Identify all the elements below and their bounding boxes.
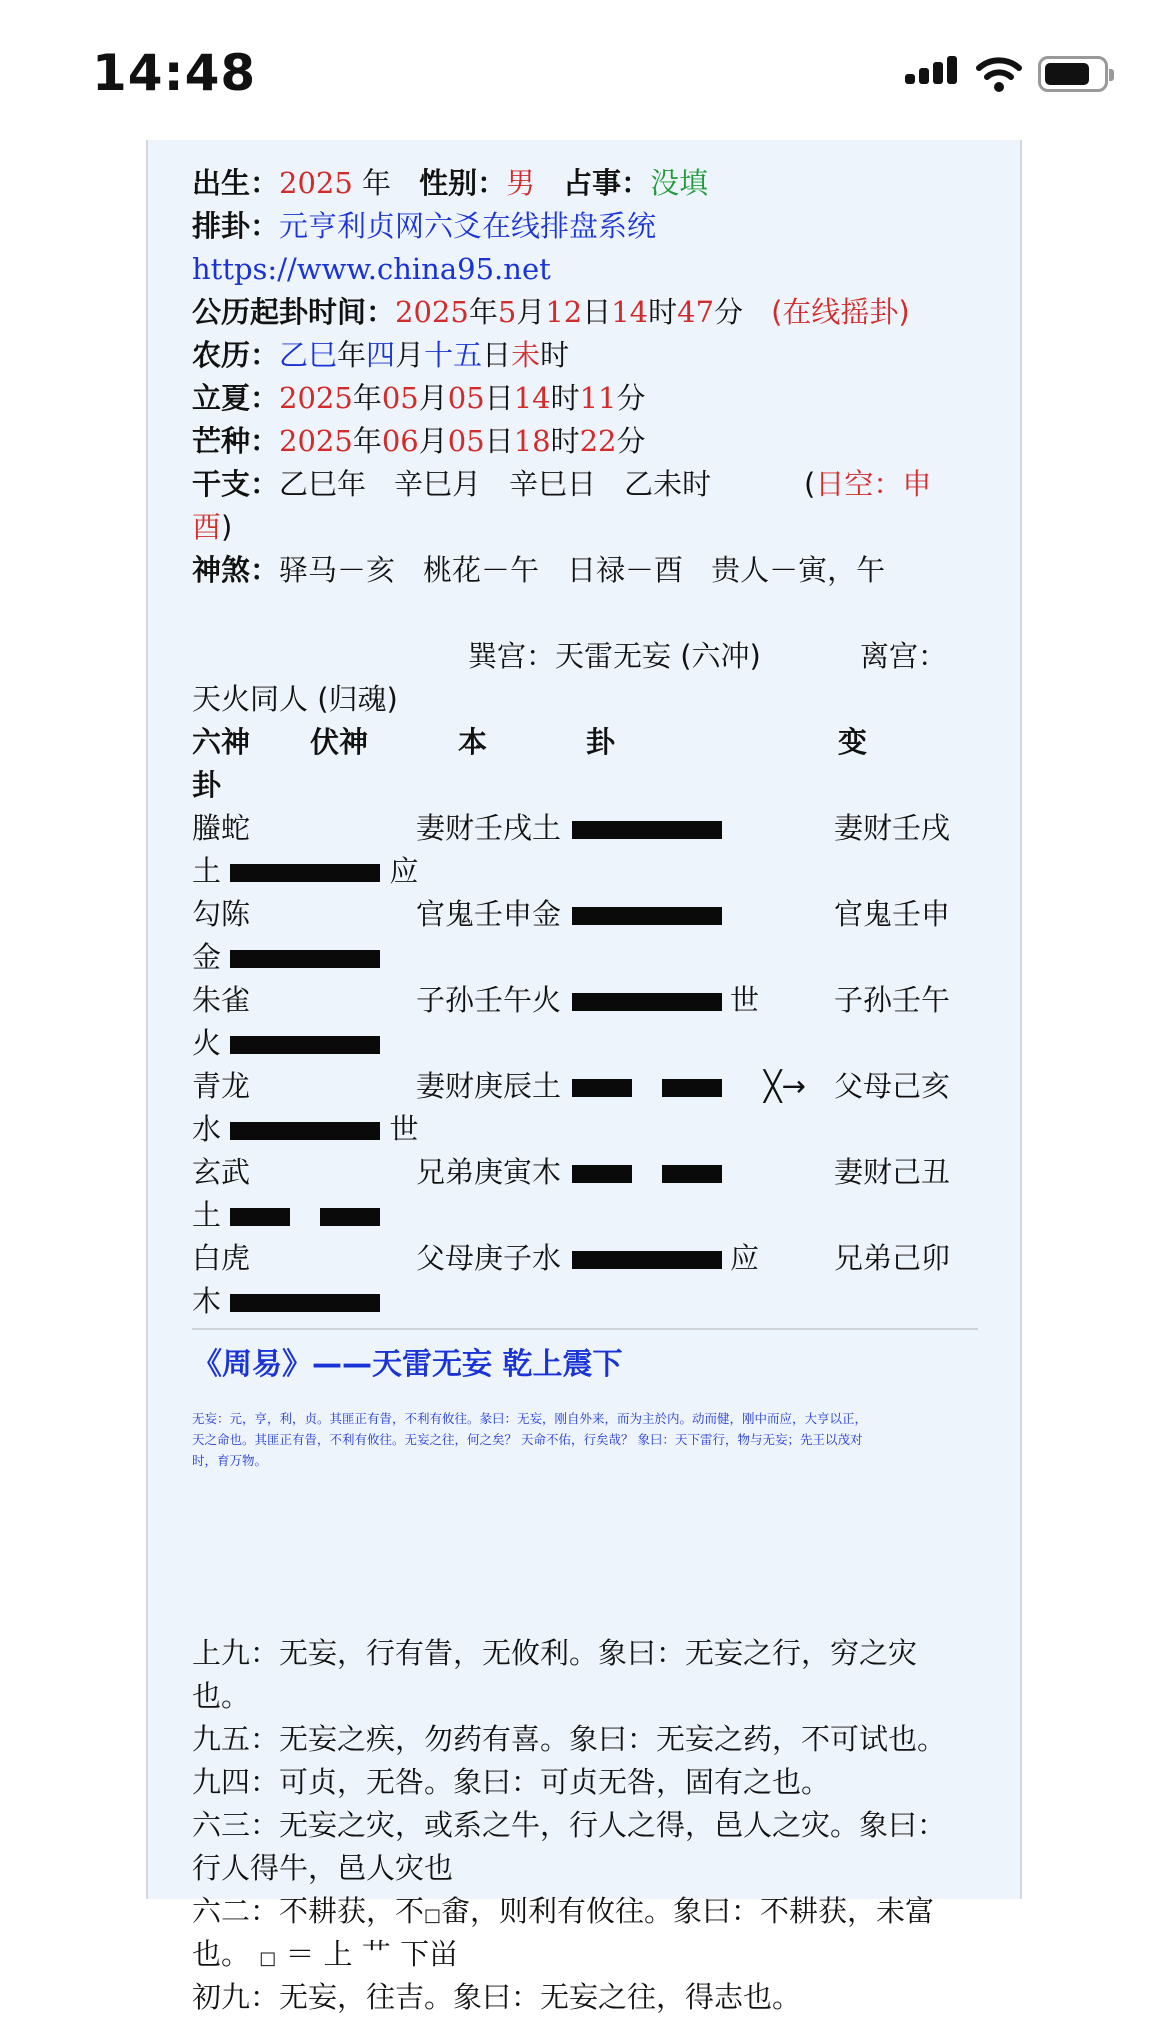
yaoci-fragment: ＝ 上 艹 下畄 (285, 1937, 459, 1971)
mangzhong-year: 2025 (279, 424, 353, 458)
yaoci-text (192, 1632, 982, 2019)
header-bian: 变 (838, 725, 868, 759)
gongli-month: 5 (497, 295, 517, 329)
ben-yao-label: 兄弟庚寅木 (416, 1155, 562, 1189)
paigua-line (192, 205, 982, 248)
bian-yao-label: 子孙壬午 (834, 983, 951, 1017)
rikong-close: ) (221, 510, 233, 544)
liushen: 青龙 (192, 1069, 251, 1103)
lixia-minute: 11 (579, 381, 617, 415)
bian-title-line (192, 678, 982, 721)
yaoci-line (192, 1890, 982, 1933)
birth-unit: 年 (362, 166, 392, 200)
ben-yao-line (572, 807, 722, 850)
yao-row-main (192, 807, 982, 850)
paipan-panel (146, 140, 1022, 2014)
shensha-guiren: 贵人－寅，午 (711, 553, 886, 587)
yang-line (230, 950, 380, 968)
header-gua-wrap: 卦 (192, 768, 222, 802)
yao-row (192, 807, 982, 893)
yaoci-line: 上九：无妄，行有眚，无攸利。象曰：无妄之行，穷之灾 (192, 1636, 918, 1670)
liushen: 玄武 (192, 1155, 251, 1189)
battery-icon (1038, 56, 1108, 92)
lixia-year: 2025 (279, 381, 353, 415)
matter-value: 没填 (650, 166, 709, 200)
yao-row-wrap (192, 1280, 982, 1323)
yao-row-main (192, 1237, 982, 1280)
bian-shi-ying-mark: 应 (389, 854, 419, 888)
bian-yao-element: 火 (192, 1026, 222, 1060)
birth-label: 出生： (192, 166, 280, 200)
header-gua: 卦 (586, 725, 616, 759)
missing-glyph-icon: □ (424, 1905, 442, 1926)
yaoci-fragment: 也。 (192, 1937, 251, 1971)
guaci-line: 天之命也。其匪正有眚，不利有攸往。无妄之往，何之矣？ 天命不佑，行矣哉？ 象曰：天下雷行，物与无妄；先王以茂对 (192, 1432, 863, 1447)
yaoci-line: 九四：可贞，无咎。象曰：可贞无咎，固有之也。 (192, 1765, 831, 1799)
header-ben: 本 (458, 725, 488, 759)
yin-line (572, 1165, 722, 1183)
gender-label: 性别： (419, 166, 507, 200)
wifi-icon (975, 54, 1023, 94)
qigua-mode: (在线摇卦) (771, 295, 910, 329)
yao-row-wrap (192, 1108, 982, 1151)
yaoci-fragment: 畬，则利有攸往。象曰：不耕获，未富 (441, 1894, 935, 1928)
bian-yao-element: 金 (192, 940, 222, 974)
yao-row-wrap (192, 1194, 982, 1237)
paigua-system-link[interactable]: 元亨利贞网六爻在线排盘系统 (279, 209, 657, 243)
mangzhong-day: 05 (447, 424, 485, 458)
yin-line (572, 1079, 722, 1097)
yaoci-line: 六三：无妄之灾，或系之牛，行人之得，邑人之灾。象曰： (192, 1808, 947, 1842)
yao-row (192, 1237, 982, 1323)
yaoci-line: 初九：无妄，往吉。象曰：无妄之往，得志也。 (192, 1980, 802, 2014)
nongli-hour: 未 (511, 338, 541, 372)
nongli-day: 十五 (424, 338, 483, 372)
liushen: 勾陈 (192, 897, 251, 931)
missing-glyph-icon: □ (259, 1948, 277, 1969)
yao-row (192, 1065, 982, 1151)
bian-yao-label: 兄弟己卯 (834, 1241, 951, 1275)
bian-yao-element: 水 (192, 1112, 222, 1146)
ben-yao-line (572, 893, 722, 936)
ganzhi-month: 辛巳月 (394, 467, 482, 501)
rikong-wrap-line (192, 506, 982, 549)
site-url-link[interactable]: https://www.china95.net (192, 252, 551, 286)
ganzhi-line (192, 463, 982, 506)
yao-row-wrap (192, 936, 982, 979)
ben-yao-label: 父母庚子水 (416, 1241, 562, 1275)
birth-year: 2025 (279, 166, 353, 200)
liushen: 白虎 (192, 1241, 251, 1275)
yang-line (230, 1294, 380, 1312)
yang-line (230, 1036, 380, 1054)
bian-gua-title: 天火同人 (归魂) (192, 682, 398, 716)
bian-yao-element: 木 (192, 1284, 222, 1318)
ben-yao-label: 妻财庚辰土 (416, 1069, 562, 1103)
rikong-open: ( (804, 467, 816, 501)
gua-title-line (192, 635, 982, 678)
ben-yao-label: 子孙壬午火 (416, 983, 562, 1017)
paipan-info (192, 162, 982, 1323)
lixia-month: 05 (381, 381, 419, 415)
yao-row-wrap (192, 850, 982, 893)
shensha-taohua: 桃花－午 (423, 553, 540, 587)
nongli-line: 农历：乙巳年四月十五日未时 (192, 338, 570, 372)
guaci-line: 时，育万物。 (192, 1453, 268, 1468)
lixia-line: 立夏：2025年05月05日14时11分 (192, 381, 646, 415)
gongli-minute: 47 (677, 295, 715, 329)
mangzhong-month: 06 (381, 424, 419, 458)
ben-yao-line (572, 979, 722, 1022)
nongli-label: 农历： (192, 338, 280, 372)
yaoci-line: 行人得牛，邑人灾也 (192, 1851, 454, 1885)
gender-value: 男 (506, 166, 536, 200)
yang-line (572, 907, 722, 925)
yao-row (192, 1151, 982, 1237)
yao-row (192, 893, 982, 979)
yao-row-main (192, 893, 982, 936)
yang-line (230, 864, 380, 882)
yin-line (230, 1208, 380, 1226)
moving-line-arrow: ╳→ (764, 1069, 806, 1103)
ben-yao-line (572, 1151, 722, 1194)
yaoci-fragment: 六二：不耕获，不 (192, 1894, 425, 1928)
gongli-label: 公历起卦时间： (192, 295, 396, 329)
section-divider (192, 1328, 978, 1330)
paigua-label: 排卦： (192, 209, 280, 243)
yaoci-line: 九五：无妄之疾，勿药有喜。象曰：无妄之药，不可试也。 (192, 1722, 947, 1756)
ben-yao-line (572, 1237, 722, 1280)
ben-yao-line (572, 1065, 722, 1108)
birth-line (192, 162, 982, 205)
mangzhong-label: 芒种： (192, 424, 280, 458)
cellular-signal-icon (905, 56, 963, 92)
rikong (804, 463, 931, 506)
gongli-year: 2025 (395, 295, 469, 329)
yao-row-wrap (192, 1022, 982, 1065)
lixia-day: 05 (447, 381, 485, 415)
shensha-rilu: 日禄－酉 (567, 553, 684, 587)
blank-line (192, 592, 982, 635)
bian-yao-element: 土 (192, 1198, 222, 1232)
ganzhi-day: 辛巳日 (509, 467, 597, 501)
bian-yao-label: 官鬼壬申 (834, 897, 951, 931)
nongli-month: 四 (366, 338, 396, 372)
lixia-hour: 14 (513, 381, 551, 415)
zhouyi-title: 《周易》——天雷无妄 乾上震下 (192, 1347, 623, 1382)
yao-row-main (192, 1065, 982, 1108)
gongli-day: 12 (545, 295, 583, 329)
shi-ying-mark: 应 (730, 1241, 760, 1275)
mangzhong-hour: 18 (513, 424, 551, 458)
gongli-line: 公历起卦时间：2025年5月12日14时47分 (在线摇卦) (192, 295, 910, 329)
guaci-line: 无妄：元，亨，利，贞。其匪正有眚，不利有攸往。彖曰：无妄，刚自外来，而为主於内。动而健，刚中而应，大亨以正， (192, 1411, 868, 1426)
ben-gua-title: 巽宫：天雷无妄 (六冲) (468, 639, 761, 673)
shensha-yima: 驿马－亥 (279, 553, 396, 587)
bian-yao-label: 妻财己丑 (834, 1155, 951, 1189)
header-fushen: 伏神 (310, 725, 369, 759)
yang-line (230, 1122, 380, 1140)
ben-yao-label: 妻财壬戌土 (416, 811, 562, 845)
mangzhong-minute: 22 (579, 424, 617, 458)
rikong-a: 申 (902, 467, 932, 501)
shensha-line (192, 549, 982, 592)
lixia-label: 立夏： (192, 381, 280, 415)
gua-header-wrap (192, 764, 982, 807)
mangzhong-line: 芒种：2025年06月05日18时22分 (192, 424, 646, 458)
yao-row (192, 979, 982, 1065)
url-line (192, 248, 982, 291)
bian-yao-label: 妻财壬戌 (834, 811, 951, 845)
status-bar (0, 0, 1170, 140)
shensha-label: 神煞： (192, 553, 280, 587)
bian-yao-label: 父母己亥 (834, 1069, 951, 1103)
yang-line (572, 993, 722, 1011)
bian-yao-element: 土 (192, 854, 222, 888)
rikong-label: 日空： (815, 467, 903, 501)
rikong-b: 酉 (192, 510, 222, 544)
nongli-year: 乙巳 (279, 338, 338, 372)
liushen: 朱雀 (192, 983, 251, 1017)
yaoci-line (192, 1933, 982, 1976)
shi-ying-mark: 世 (730, 983, 760, 1017)
yang-line (572, 821, 722, 839)
header-liushen: 六神 (192, 725, 251, 759)
ganzhi-label: 干支： (192, 467, 280, 501)
gongli-hour: 14 (611, 295, 649, 329)
yao-row-main (192, 979, 982, 1022)
liushen: 螣蛇 (192, 811, 251, 845)
ganzhi-hour: 乙未时 (624, 467, 712, 501)
gua-header (192, 721, 982, 764)
ben-yao-label: 官鬼壬申金 (416, 897, 562, 931)
yaoci-line: 也。 (192, 1679, 251, 1713)
yang-line (572, 1251, 722, 1269)
bian-gua-palace: 离宫： (860, 639, 948, 673)
status-time: 14:48 (92, 44, 257, 102)
guaci-text (192, 1408, 982, 1471)
bian-shi-ying-mark: 世 (389, 1112, 419, 1146)
matter-label: 占事： (563, 166, 651, 200)
ganzhi-year: 乙巳年 (279, 467, 367, 501)
yao-row-main (192, 1151, 982, 1194)
